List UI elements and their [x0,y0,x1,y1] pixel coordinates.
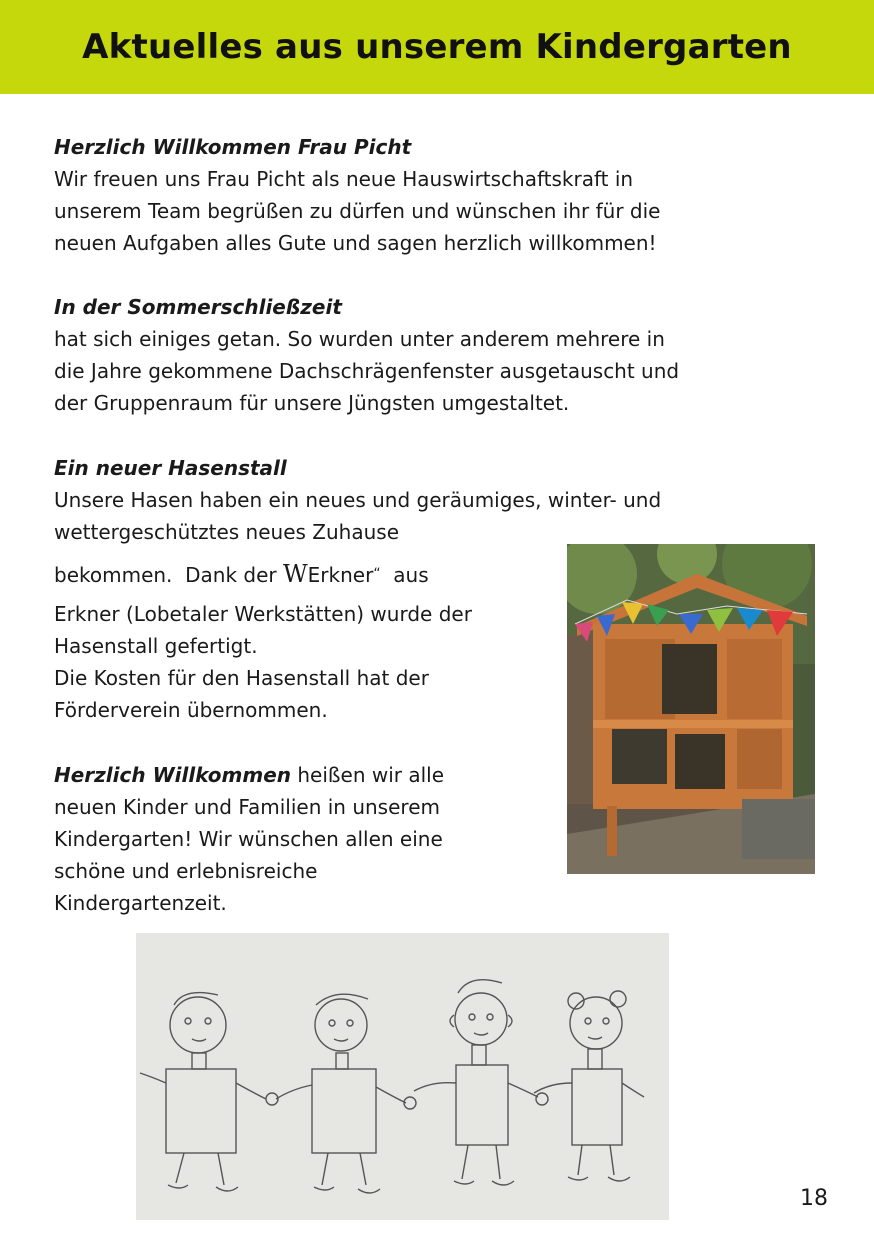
section-summer [54,291,679,419]
paragraph-line: Kindergarten! Wir wünschen allen eine [54,827,443,851]
child-drawing [136,933,669,1220]
section-welcome-kids [54,759,444,919]
section-heading: Herzlich Willkommen Frau Picht [54,135,412,159]
paragraph-line: Erkner (Lobetaler Werkstätten) wurde der [54,602,472,626]
section-welcome-picht [54,131,660,259]
paragraph-line: die Jahre gekommene Dachschrägenfenster ausgetauscht und [54,359,680,383]
rabbit-continuation [54,598,472,726]
rabbit-line-3 [54,558,429,591]
paragraph-line: Förderverein übernommen. [54,698,328,722]
section-heading: In der Sommerschließzeit [54,295,342,319]
workshop-logo-letter: W [282,560,308,588]
paragraph-line: neuen Aufgaben alles Gute und sagen herzlich willkommen! [54,231,657,255]
paragraph-line: der Gruppenraum für unsere Jüngsten umgestaltet. [54,391,570,415]
section-heading: Herzlich Willkommen [54,763,292,787]
paragraph-line: Hasenstall gefertigt. [54,634,258,658]
paragraph-line: Unsere Hasen haben ein neues und geräumiges, winter- und [54,488,662,512]
paragraph-line: unserem Team begrüßen zu dürfen und wünschen ihr für die [54,199,661,223]
paragraph-line: Wir freuen uns Frau Picht als neue Hauswirtschaftskraft in [54,167,634,191]
paragraph-line: Kindergartenzeit. [54,891,227,915]
paragraph-line: hat sich einiges getan. So wurden unter anderem mehrere in [54,327,665,351]
page-number: 18 [800,1186,828,1211]
paragraph-line: schöne und erlebnisreiche [54,859,318,883]
page-title: Aktuelles aus unserem Kindergarten [82,27,792,67]
paragraph-text: aus [380,563,429,587]
paragraph-line: wettergeschütztes neues Zuhause [54,520,399,544]
rabbit-hutch-photo [567,544,815,874]
workshop-name: Erkner [307,563,374,587]
paragraph-line: Die Kosten für den Hasenstall hat der [54,666,429,690]
section-rabbit [54,452,661,548]
paragraph-line: neuen Kinder und Familien in unserem [54,795,440,819]
paragraph-text: heißen wir alle [291,763,445,787]
quote-mark: “ [373,566,381,582]
section-heading: Ein neuer Hasenstall [54,456,287,480]
paragraph-text: bekommen. Dank der [54,563,283,587]
header-banner [0,0,874,94]
